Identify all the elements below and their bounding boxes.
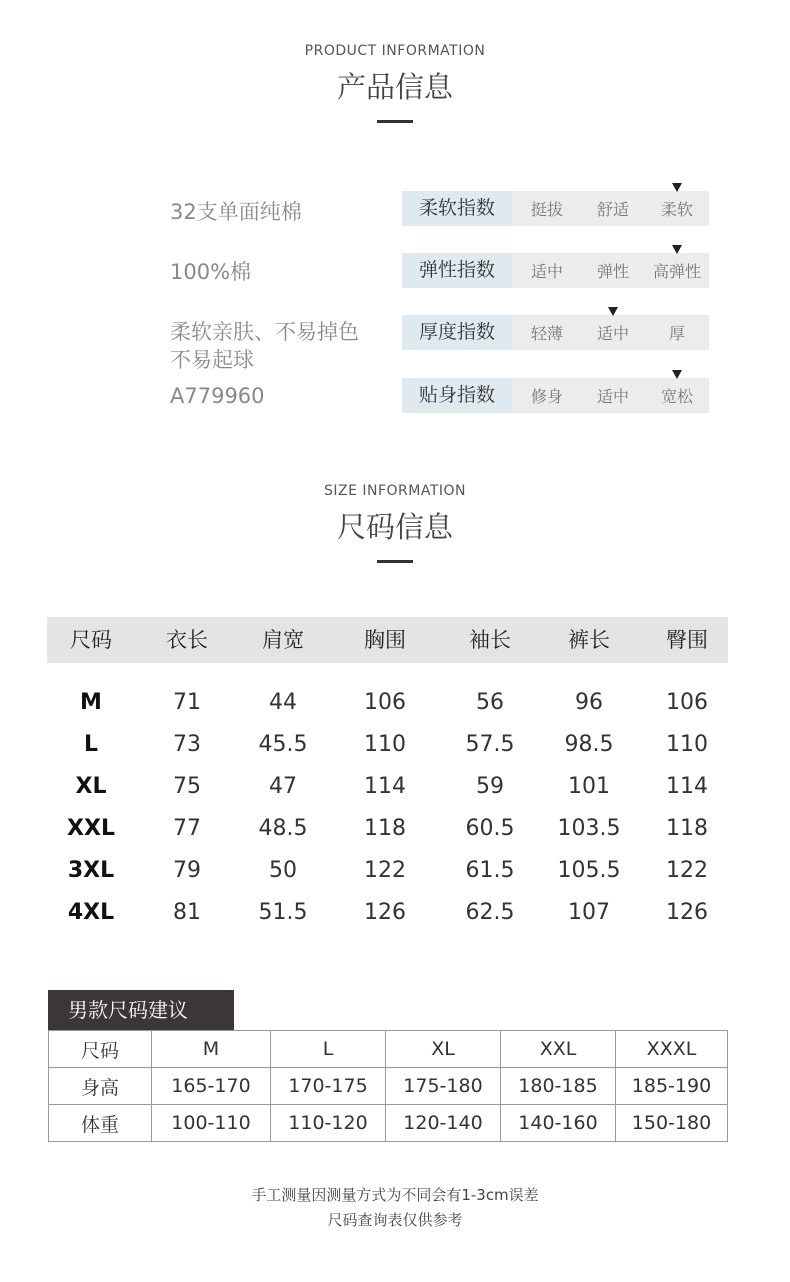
rating-marker-icon xyxy=(608,307,618,316)
table-cell: 77 xyxy=(173,816,201,841)
table-cell: 110-120 xyxy=(271,1105,386,1142)
info-row-composition xyxy=(0,256,400,286)
table-cell: XL xyxy=(386,1031,501,1068)
table-cell: 61.5 xyxy=(465,858,515,883)
info-value: 32支单面纯棉 xyxy=(170,200,302,224)
rating-option: 宽松 xyxy=(660,387,693,406)
product-info-header xyxy=(0,43,790,123)
size-label-cell: L xyxy=(83,732,99,757)
rating-name: 弹性指数 xyxy=(402,253,512,288)
info-value-line2: 不易起球 xyxy=(170,348,254,372)
table-cell: 118 xyxy=(666,816,708,841)
table-cell: 103.5 xyxy=(557,816,621,841)
info-row-features xyxy=(0,316,400,376)
rating-marker-icon xyxy=(672,370,682,379)
info-value: 100%棉 xyxy=(170,260,252,284)
table-cell: 79 xyxy=(173,858,201,883)
recommend-tab: 男款尺码建议 xyxy=(48,990,234,1030)
product-info-title-zh: 产品信息 xyxy=(336,70,453,104)
rating-marker-icon xyxy=(672,183,682,192)
section-divider xyxy=(377,560,413,563)
table-cell: 尺码 xyxy=(49,1031,152,1068)
table-cell: 51.5 xyxy=(258,900,308,925)
size-info-title-zh: 尺码信息 xyxy=(336,510,453,544)
size-label-cell: 3XL xyxy=(67,858,115,883)
table-row xyxy=(49,1068,728,1105)
section-divider xyxy=(377,120,413,123)
table-cell: 56 xyxy=(476,690,504,715)
rating-option: 高弹性 xyxy=(652,262,701,281)
table-cell: 110 xyxy=(666,732,708,757)
table-cell: 122 xyxy=(364,858,406,883)
note-line: 尺码查询表仅供参考 xyxy=(327,1211,463,1229)
info-value: 柔软亲肤、不易掉色 xyxy=(170,320,359,344)
rating-fit xyxy=(402,378,709,413)
table-cell: XXXL xyxy=(616,1031,728,1068)
table-cell: 101 xyxy=(568,774,610,799)
table-cell: 62.5 xyxy=(465,900,515,925)
header-cell: 胸围 xyxy=(364,628,406,652)
size-info-header xyxy=(0,483,790,563)
header-cell: 衣长 xyxy=(166,628,208,652)
table-cell: 57.5 xyxy=(465,732,515,757)
table-cell: 114 xyxy=(364,774,406,799)
note-line: 手工测量因测量方式为不同会有1-3cm误差 xyxy=(251,1186,539,1204)
table-cell: 107 xyxy=(568,900,610,925)
table-cell: 106 xyxy=(364,690,406,715)
table-cell: 126 xyxy=(364,900,406,925)
size-label-cell: M xyxy=(80,690,102,715)
table-row xyxy=(47,808,728,850)
info-row-material xyxy=(0,196,400,226)
table-cell: 175-180 xyxy=(386,1068,501,1105)
rating-option: 轻薄 xyxy=(530,324,563,343)
table-cell: 73 xyxy=(173,732,201,757)
table-cell: 48.5 xyxy=(258,816,308,841)
recommend-table xyxy=(48,1030,728,1142)
header-cell: 臀围 xyxy=(666,628,708,652)
table-cell: 98.5 xyxy=(564,732,614,757)
size-table-header xyxy=(47,617,728,663)
table-cell: 96 xyxy=(575,690,603,715)
table-cell: 150-180 xyxy=(616,1105,728,1142)
table-cell: 180-185 xyxy=(501,1068,616,1105)
rating-thickness xyxy=(402,315,709,350)
header-cell: 肩宽 xyxy=(262,628,304,652)
info-value: A779960 xyxy=(170,384,265,408)
rating-option: 挺拔 xyxy=(530,200,563,219)
table-cell: 165-170 xyxy=(152,1068,271,1105)
table-cell: 170-175 xyxy=(271,1068,386,1105)
rating-name: 厚度指数 xyxy=(402,315,512,350)
table-cell: 45.5 xyxy=(258,732,308,757)
size-label-cell: XXL xyxy=(67,816,115,841)
table-cell: M xyxy=(152,1031,271,1068)
table-cell: 71 xyxy=(173,690,201,715)
table-cell: XXL xyxy=(501,1031,616,1068)
table-cell: 60.5 xyxy=(465,816,515,841)
rating-option: 适中 xyxy=(596,387,629,406)
table-cell: L xyxy=(271,1031,386,1068)
table-cell: 59 xyxy=(476,774,504,799)
table-cell: 44 xyxy=(269,690,297,715)
table-cell: 114 xyxy=(666,774,708,799)
rating-elasticity xyxy=(402,253,709,288)
rating-option: 舒适 xyxy=(596,200,629,219)
table-row xyxy=(49,1105,728,1142)
rating-option: 适中 xyxy=(596,324,629,343)
table-cell: 50 xyxy=(269,858,297,883)
table-row xyxy=(47,724,728,766)
product-info-title-en: PRODUCT INFORMATION xyxy=(304,43,486,59)
size-info-title-en: SIZE INFORMATION xyxy=(323,483,467,499)
table-row xyxy=(47,766,728,808)
table-row xyxy=(47,850,728,892)
size-label-cell: 4XL xyxy=(67,900,115,925)
table-cell: 120-140 xyxy=(386,1105,501,1142)
rating-option: 修身 xyxy=(530,387,563,406)
rating-marker-icon xyxy=(672,245,682,254)
rating-option: 柔软 xyxy=(660,200,693,219)
table-cell: 140-160 xyxy=(501,1105,616,1142)
table-cell: 185-190 xyxy=(616,1068,728,1105)
table-cell: 110 xyxy=(364,732,406,757)
table-cell: 体重 xyxy=(49,1105,152,1142)
table-cell: 122 xyxy=(666,858,708,883)
table-row xyxy=(47,892,728,934)
rating-name: 柔软指数 xyxy=(402,191,512,226)
rating-softness xyxy=(402,191,709,226)
table-cell: 105.5 xyxy=(557,858,621,883)
header-cell: 尺码 xyxy=(70,628,112,652)
table-cell: 126 xyxy=(666,900,708,925)
header-cell: 裤长 xyxy=(568,628,610,652)
table-row xyxy=(47,682,728,724)
table-cell: 106 xyxy=(666,690,708,715)
size-label-cell: XL xyxy=(75,774,107,799)
table-cell: 75 xyxy=(173,774,201,799)
rating-option: 弹性 xyxy=(596,262,629,281)
rating-name: 贴身指数 xyxy=(402,378,512,413)
info-row-sku xyxy=(0,384,400,414)
table-cell: 100-110 xyxy=(152,1105,271,1142)
table-cell: 身高 xyxy=(49,1068,152,1105)
rating-option: 厚 xyxy=(668,324,685,343)
table-cell: 47 xyxy=(269,774,297,799)
table-row xyxy=(49,1031,728,1068)
header-cell: 袖长 xyxy=(469,628,511,652)
rating-option: 适中 xyxy=(530,262,563,281)
table-cell: 118 xyxy=(364,816,406,841)
table-cell: 81 xyxy=(173,900,201,925)
